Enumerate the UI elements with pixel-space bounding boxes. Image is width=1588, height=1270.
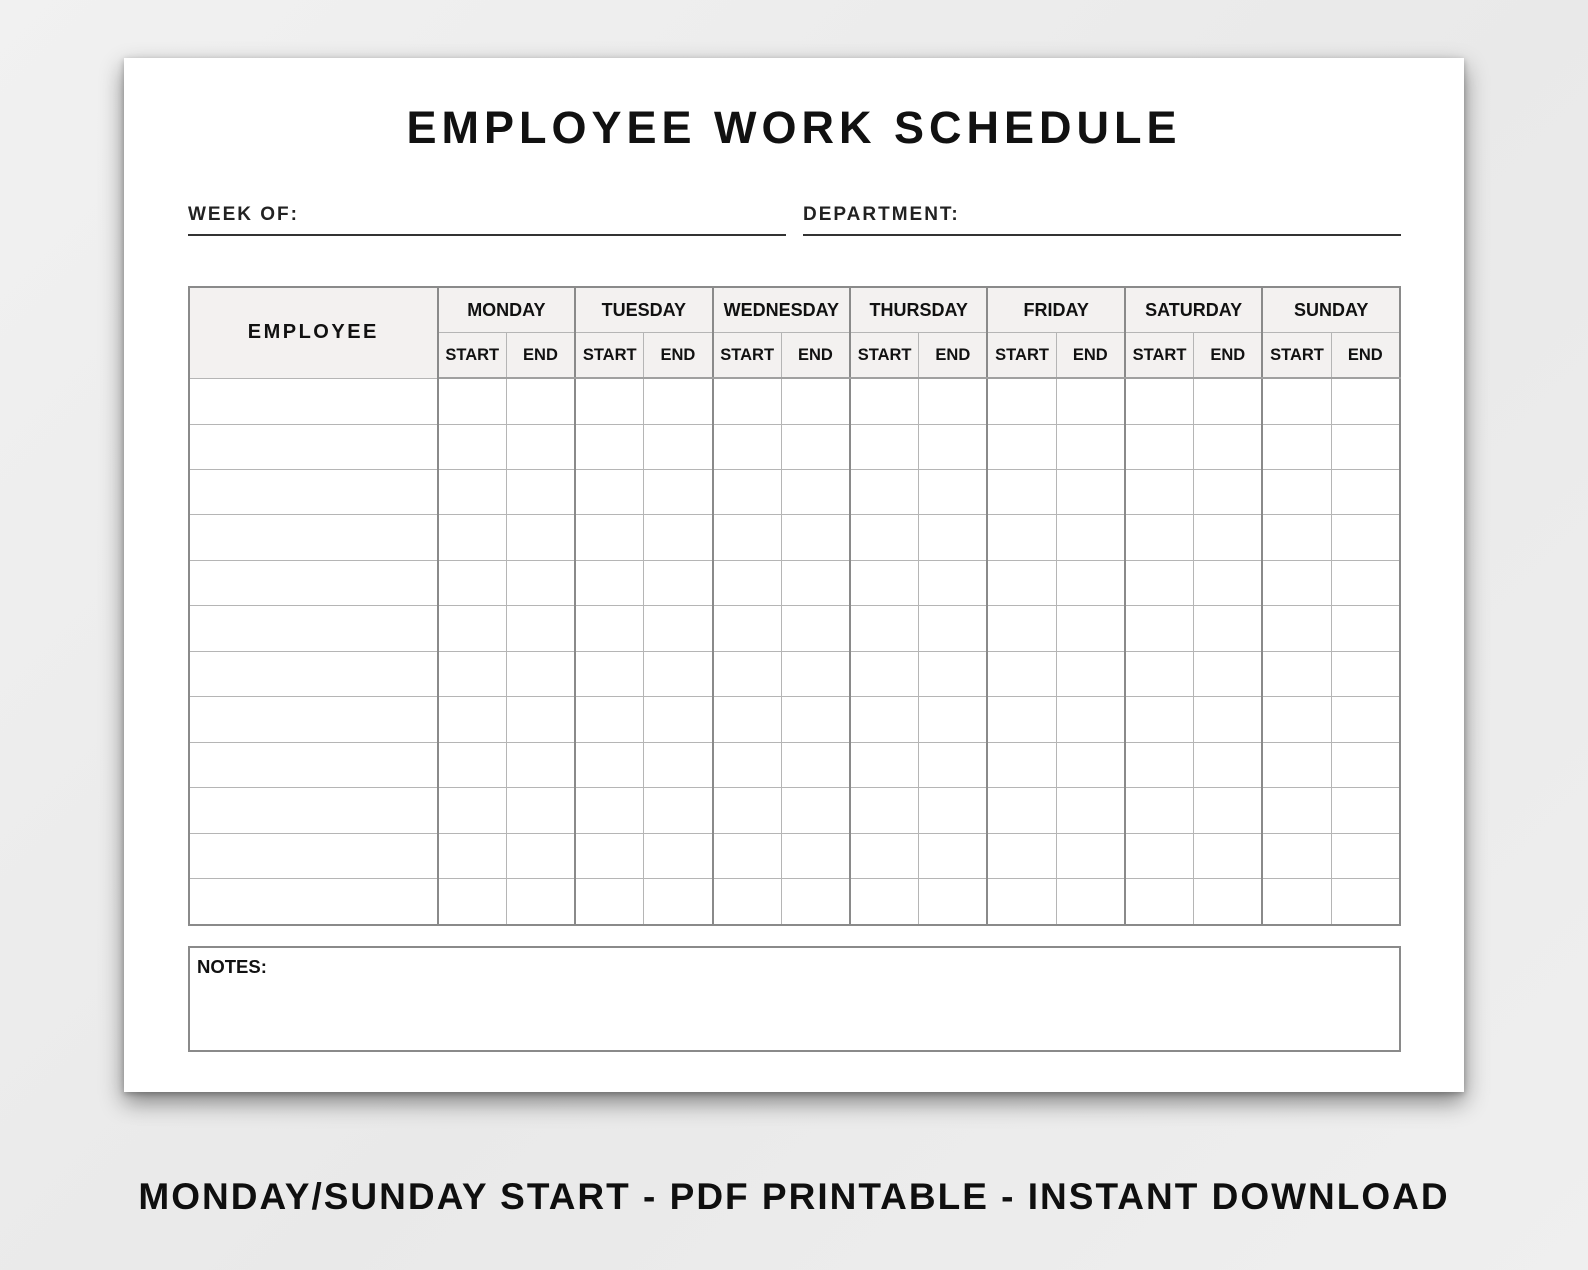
- start-time-cell[interactable]: [1262, 742, 1331, 787]
- start-time-cell[interactable]: [850, 378, 919, 424]
- start-time-cell[interactable]: [438, 378, 507, 424]
- day-header-friday: FRIDAY: [987, 287, 1124, 333]
- end-time-cell[interactable]: [506, 515, 575, 560]
- end-time-cell[interactable]: [1194, 833, 1263, 878]
- end-time-cell[interactable]: [781, 651, 850, 696]
- day-header-tuesday: TUESDAY: [575, 287, 712, 333]
- table-row: [189, 651, 1400, 696]
- department-field[interactable]: [803, 204, 1401, 236]
- end-time-cell[interactable]: [506, 424, 575, 469]
- end-time-cell[interactable]: [1331, 378, 1400, 424]
- start-time-cell[interactable]: [987, 606, 1056, 651]
- employee-name-cell[interactable]: [189, 788, 438, 833]
- notes-box[interactable]: [188, 946, 1401, 1052]
- start-time-cell[interactable]: [713, 879, 782, 925]
- end-time-cell[interactable]: [781, 469, 850, 514]
- end-time-cell[interactable]: [1056, 378, 1125, 424]
- start-time-cell[interactable]: [1125, 833, 1194, 878]
- start-time-cell[interactable]: [713, 651, 782, 696]
- end-header-saturday: END: [1194, 333, 1263, 379]
- start-time-cell[interactable]: [438, 469, 507, 514]
- end-time-cell[interactable]: [1194, 651, 1263, 696]
- start-time-cell[interactable]: [713, 424, 782, 469]
- start-time-cell[interactable]: [987, 833, 1056, 878]
- start-time-cell[interactable]: [438, 560, 507, 605]
- start-time-cell[interactable]: [1125, 606, 1194, 651]
- end-header-monday: END: [506, 333, 575, 379]
- schedule-table: [188, 286, 1401, 926]
- end-time-cell[interactable]: [1194, 515, 1263, 560]
- table-row: [189, 515, 1400, 560]
- start-time-cell[interactable]: [1262, 651, 1331, 696]
- start-time-cell[interactable]: [1125, 560, 1194, 605]
- table-row: [189, 606, 1400, 651]
- end-time-cell[interactable]: [1331, 606, 1400, 651]
- start-time-cell[interactable]: [850, 788, 919, 833]
- start-time-cell[interactable]: [713, 560, 782, 605]
- start-time-cell[interactable]: [1262, 469, 1331, 514]
- end-time-cell[interactable]: [1194, 469, 1263, 514]
- table-row: [189, 697, 1400, 742]
- end-time-cell[interactable]: [781, 697, 850, 742]
- end-time-cell[interactable]: [1331, 879, 1400, 925]
- start-header-wednesday: START: [713, 333, 782, 379]
- start-time-cell[interactable]: [1125, 879, 1194, 925]
- end-time-cell[interactable]: [919, 879, 988, 925]
- employee-name-cell[interactable]: [189, 378, 438, 424]
- start-time-cell[interactable]: [575, 742, 644, 787]
- start-time-cell[interactable]: [713, 606, 782, 651]
- end-time-cell[interactable]: [1056, 742, 1125, 787]
- start-header-tuesday: START: [575, 333, 644, 379]
- end-time-cell[interactable]: [644, 606, 713, 651]
- start-time-cell[interactable]: [850, 560, 919, 605]
- end-time-cell[interactable]: [506, 833, 575, 878]
- start-header-sunday: START: [1262, 333, 1331, 379]
- end-time-cell[interactable]: [919, 651, 988, 696]
- start-time-cell[interactable]: [575, 560, 644, 605]
- week-of-label: WEEK OF:: [188, 204, 299, 225]
- start-time-cell[interactable]: [575, 833, 644, 878]
- start-time-cell[interactable]: [575, 879, 644, 925]
- start-time-cell[interactable]: [987, 879, 1056, 925]
- start-time-cell[interactable]: [850, 879, 919, 925]
- start-time-cell[interactable]: [1262, 378, 1331, 424]
- table-row: [189, 833, 1400, 878]
- end-time-cell[interactable]: [1056, 788, 1125, 833]
- start-time-cell[interactable]: [1262, 879, 1331, 925]
- end-time-cell[interactable]: [781, 378, 850, 424]
- end-time-cell[interactable]: [644, 742, 713, 787]
- end-time-cell[interactable]: [1331, 560, 1400, 605]
- start-time-cell[interactable]: [713, 833, 782, 878]
- end-time-cell[interactable]: [781, 833, 850, 878]
- start-time-cell[interactable]: [850, 469, 919, 514]
- start-time-cell[interactable]: [575, 651, 644, 696]
- end-time-cell[interactable]: [781, 788, 850, 833]
- end-time-cell[interactable]: [1194, 424, 1263, 469]
- end-time-cell[interactable]: [919, 469, 988, 514]
- end-time-cell[interactable]: [1331, 742, 1400, 787]
- employee-name-cell[interactable]: [189, 879, 438, 925]
- start-time-cell[interactable]: [575, 378, 644, 424]
- start-time-cell[interactable]: [438, 788, 507, 833]
- start-time-cell[interactable]: [987, 424, 1056, 469]
- start-header-monday: START: [438, 333, 507, 379]
- end-time-cell[interactable]: [781, 606, 850, 651]
- end-time-cell[interactable]: [781, 560, 850, 605]
- start-time-cell[interactable]: [438, 833, 507, 878]
- notes-label: NOTES:: [197, 956, 267, 977]
- start-time-cell[interactable]: [1125, 788, 1194, 833]
- end-time-cell[interactable]: [1331, 788, 1400, 833]
- end-time-cell[interactable]: [506, 788, 575, 833]
- department-label: DEPARTMENT:: [803, 204, 960, 225]
- end-time-cell[interactable]: [919, 606, 988, 651]
- start-time-cell[interactable]: [987, 560, 1056, 605]
- end-time-cell[interactable]: [781, 515, 850, 560]
- end-time-cell[interactable]: [1056, 515, 1125, 560]
- end-time-cell[interactable]: [919, 560, 988, 605]
- start-time-cell[interactable]: [850, 515, 919, 560]
- end-time-cell[interactable]: [1194, 788, 1263, 833]
- start-time-cell[interactable]: [438, 697, 507, 742]
- start-time-cell[interactable]: [1125, 742, 1194, 787]
- end-header-wednesday: END: [781, 333, 850, 379]
- end-header-thursday: END: [919, 333, 988, 379]
- start-time-cell[interactable]: [850, 606, 919, 651]
- start-time-cell[interactable]: [987, 742, 1056, 787]
- start-time-cell[interactable]: [1125, 469, 1194, 514]
- end-time-cell[interactable]: [1194, 378, 1263, 424]
- start-time-cell[interactable]: [575, 606, 644, 651]
- end-time-cell[interactable]: [644, 378, 713, 424]
- start-time-cell[interactable]: [1262, 606, 1331, 651]
- end-time-cell[interactable]: [1056, 651, 1125, 696]
- end-time-cell[interactable]: [506, 742, 575, 787]
- start-time-cell[interactable]: [713, 697, 782, 742]
- start-time-cell[interactable]: [850, 697, 919, 742]
- end-time-cell[interactable]: [506, 560, 575, 605]
- day-header-saturday: SATURDAY: [1125, 287, 1262, 333]
- start-time-cell[interactable]: [575, 469, 644, 514]
- start-time-cell[interactable]: [987, 378, 1056, 424]
- start-time-cell[interactable]: [1125, 424, 1194, 469]
- start-time-cell[interactable]: [438, 879, 507, 925]
- end-time-cell[interactable]: [1194, 742, 1263, 787]
- day-header-thursday: THURSDAY: [850, 287, 987, 333]
- start-time-cell[interactable]: [850, 651, 919, 696]
- end-time-cell[interactable]: [1194, 697, 1263, 742]
- end-time-cell[interactable]: [781, 424, 850, 469]
- employee-name-cell[interactable]: [189, 515, 438, 560]
- start-time-cell[interactable]: [850, 424, 919, 469]
- start-time-cell[interactable]: [438, 515, 507, 560]
- end-time-cell[interactable]: [1331, 697, 1400, 742]
- end-header-tuesday: END: [644, 333, 713, 379]
- table-row: [189, 469, 1400, 514]
- table-row: [189, 788, 1400, 833]
- end-time-cell[interactable]: [644, 560, 713, 605]
- table-row: [189, 879, 1400, 925]
- start-header-thursday: START: [850, 333, 919, 379]
- end-time-cell[interactable]: [506, 606, 575, 651]
- end-time-cell[interactable]: [1056, 424, 1125, 469]
- promo-tagline: MONDAY/SUNDAY START - PDF PRINTABLE - INSTANT DOWNLOAD: [138, 1176, 1450, 1217]
- start-header-friday: START: [987, 333, 1056, 379]
- end-time-cell[interactable]: [1331, 651, 1400, 696]
- start-time-cell[interactable]: [1125, 697, 1194, 742]
- end-time-cell[interactable]: [1056, 606, 1125, 651]
- table-row: [189, 560, 1400, 605]
- end-time-cell[interactable]: [644, 515, 713, 560]
- start-header-saturday: START: [1125, 333, 1194, 379]
- end-header-sunday: END: [1331, 333, 1400, 379]
- end-time-cell[interactable]: [644, 469, 713, 514]
- start-time-cell[interactable]: [575, 424, 644, 469]
- employee-name-cell[interactable]: [189, 424, 438, 469]
- start-time-cell[interactable]: [438, 424, 507, 469]
- start-time-cell[interactable]: [575, 515, 644, 560]
- end-time-cell[interactable]: [1194, 560, 1263, 605]
- end-time-cell[interactable]: [644, 788, 713, 833]
- end-time-cell[interactable]: [1194, 606, 1263, 651]
- end-time-cell[interactable]: [1056, 560, 1125, 605]
- end-time-cell[interactable]: [644, 833, 713, 878]
- end-time-cell[interactable]: [919, 424, 988, 469]
- end-time-cell[interactable]: [1194, 879, 1263, 925]
- end-time-cell[interactable]: [506, 651, 575, 696]
- employee-name-cell[interactable]: [189, 560, 438, 605]
- start-time-cell[interactable]: [438, 742, 507, 787]
- employee-column-header: EMPLOYEE: [189, 287, 438, 378]
- end-time-cell[interactable]: [644, 651, 713, 696]
- end-time-cell[interactable]: [1056, 879, 1125, 925]
- end-time-cell[interactable]: [919, 833, 988, 878]
- end-time-cell[interactable]: [1056, 833, 1125, 878]
- start-time-cell[interactable]: [1125, 515, 1194, 560]
- start-time-cell[interactable]: [1262, 424, 1331, 469]
- start-time-cell[interactable]: [1262, 515, 1331, 560]
- employee-name-cell[interactable]: [189, 469, 438, 514]
- start-time-cell[interactable]: [987, 697, 1056, 742]
- employee-name-cell[interactable]: [189, 651, 438, 696]
- table-row: [189, 742, 1400, 787]
- start-time-cell[interactable]: [438, 651, 507, 696]
- end-time-cell[interactable]: [1331, 515, 1400, 560]
- start-time-cell[interactable]: [438, 606, 507, 651]
- start-time-cell[interactable]: [713, 742, 782, 787]
- start-time-cell[interactable]: [850, 742, 919, 787]
- start-time-cell[interactable]: [713, 515, 782, 560]
- end-time-cell[interactable]: [781, 742, 850, 787]
- end-time-cell[interactable]: [506, 378, 575, 424]
- start-time-cell[interactable]: [1262, 788, 1331, 833]
- week-of-field[interactable]: [188, 204, 786, 236]
- start-time-cell[interactable]: [713, 469, 782, 514]
- table-row: [189, 424, 1400, 469]
- employee-name-cell[interactable]: [189, 833, 438, 878]
- start-time-cell[interactable]: [1262, 697, 1331, 742]
- end-time-cell[interactable]: [919, 742, 988, 787]
- end-time-cell[interactable]: [919, 788, 988, 833]
- end-time-cell[interactable]: [1056, 469, 1125, 514]
- table-row: [189, 378, 1400, 424]
- end-time-cell[interactable]: [506, 469, 575, 514]
- day-header-sunday: SUNDAY: [1262, 287, 1400, 333]
- start-time-cell[interactable]: [575, 788, 644, 833]
- end-time-cell[interactable]: [644, 697, 713, 742]
- employee-name-cell[interactable]: [189, 742, 438, 787]
- start-time-cell[interactable]: [1262, 833, 1331, 878]
- end-time-cell[interactable]: [1331, 833, 1400, 878]
- end-time-cell[interactable]: [506, 879, 575, 925]
- end-time-cell[interactable]: [919, 378, 988, 424]
- start-time-cell[interactable]: [713, 788, 782, 833]
- end-time-cell[interactable]: [1056, 697, 1125, 742]
- start-time-cell[interactable]: [1125, 651, 1194, 696]
- end-header-friday: END: [1056, 333, 1125, 379]
- schedule-sheet: [124, 58, 1464, 1092]
- start-time-cell[interactable]: [987, 651, 1056, 696]
- start-time-cell[interactable]: [987, 515, 1056, 560]
- end-time-cell[interactable]: [919, 515, 988, 560]
- employee-name-cell[interactable]: [189, 697, 438, 742]
- employee-name-cell[interactable]: [189, 606, 438, 651]
- start-time-cell[interactable]: [850, 833, 919, 878]
- start-time-cell[interactable]: [987, 469, 1056, 514]
- day-header-monday: MONDAY: [438, 287, 575, 333]
- end-time-cell[interactable]: [644, 424, 713, 469]
- start-time-cell[interactable]: [575, 697, 644, 742]
- page-title: EMPLOYEE WORK SCHEDULE: [406, 102, 1182, 153]
- end-time-cell[interactable]: [1331, 469, 1400, 514]
- day-header-wednesday: WEDNESDAY: [713, 287, 850, 333]
- end-time-cell[interactable]: [781, 879, 850, 925]
- end-time-cell[interactable]: [506, 697, 575, 742]
- start-time-cell[interactable]: [1262, 560, 1331, 605]
- start-time-cell[interactable]: [713, 378, 782, 424]
- end-time-cell[interactable]: [644, 879, 713, 925]
- end-time-cell[interactable]: [1331, 424, 1400, 469]
- start-time-cell[interactable]: [987, 788, 1056, 833]
- end-time-cell[interactable]: [919, 697, 988, 742]
- start-time-cell[interactable]: [1125, 378, 1194, 424]
